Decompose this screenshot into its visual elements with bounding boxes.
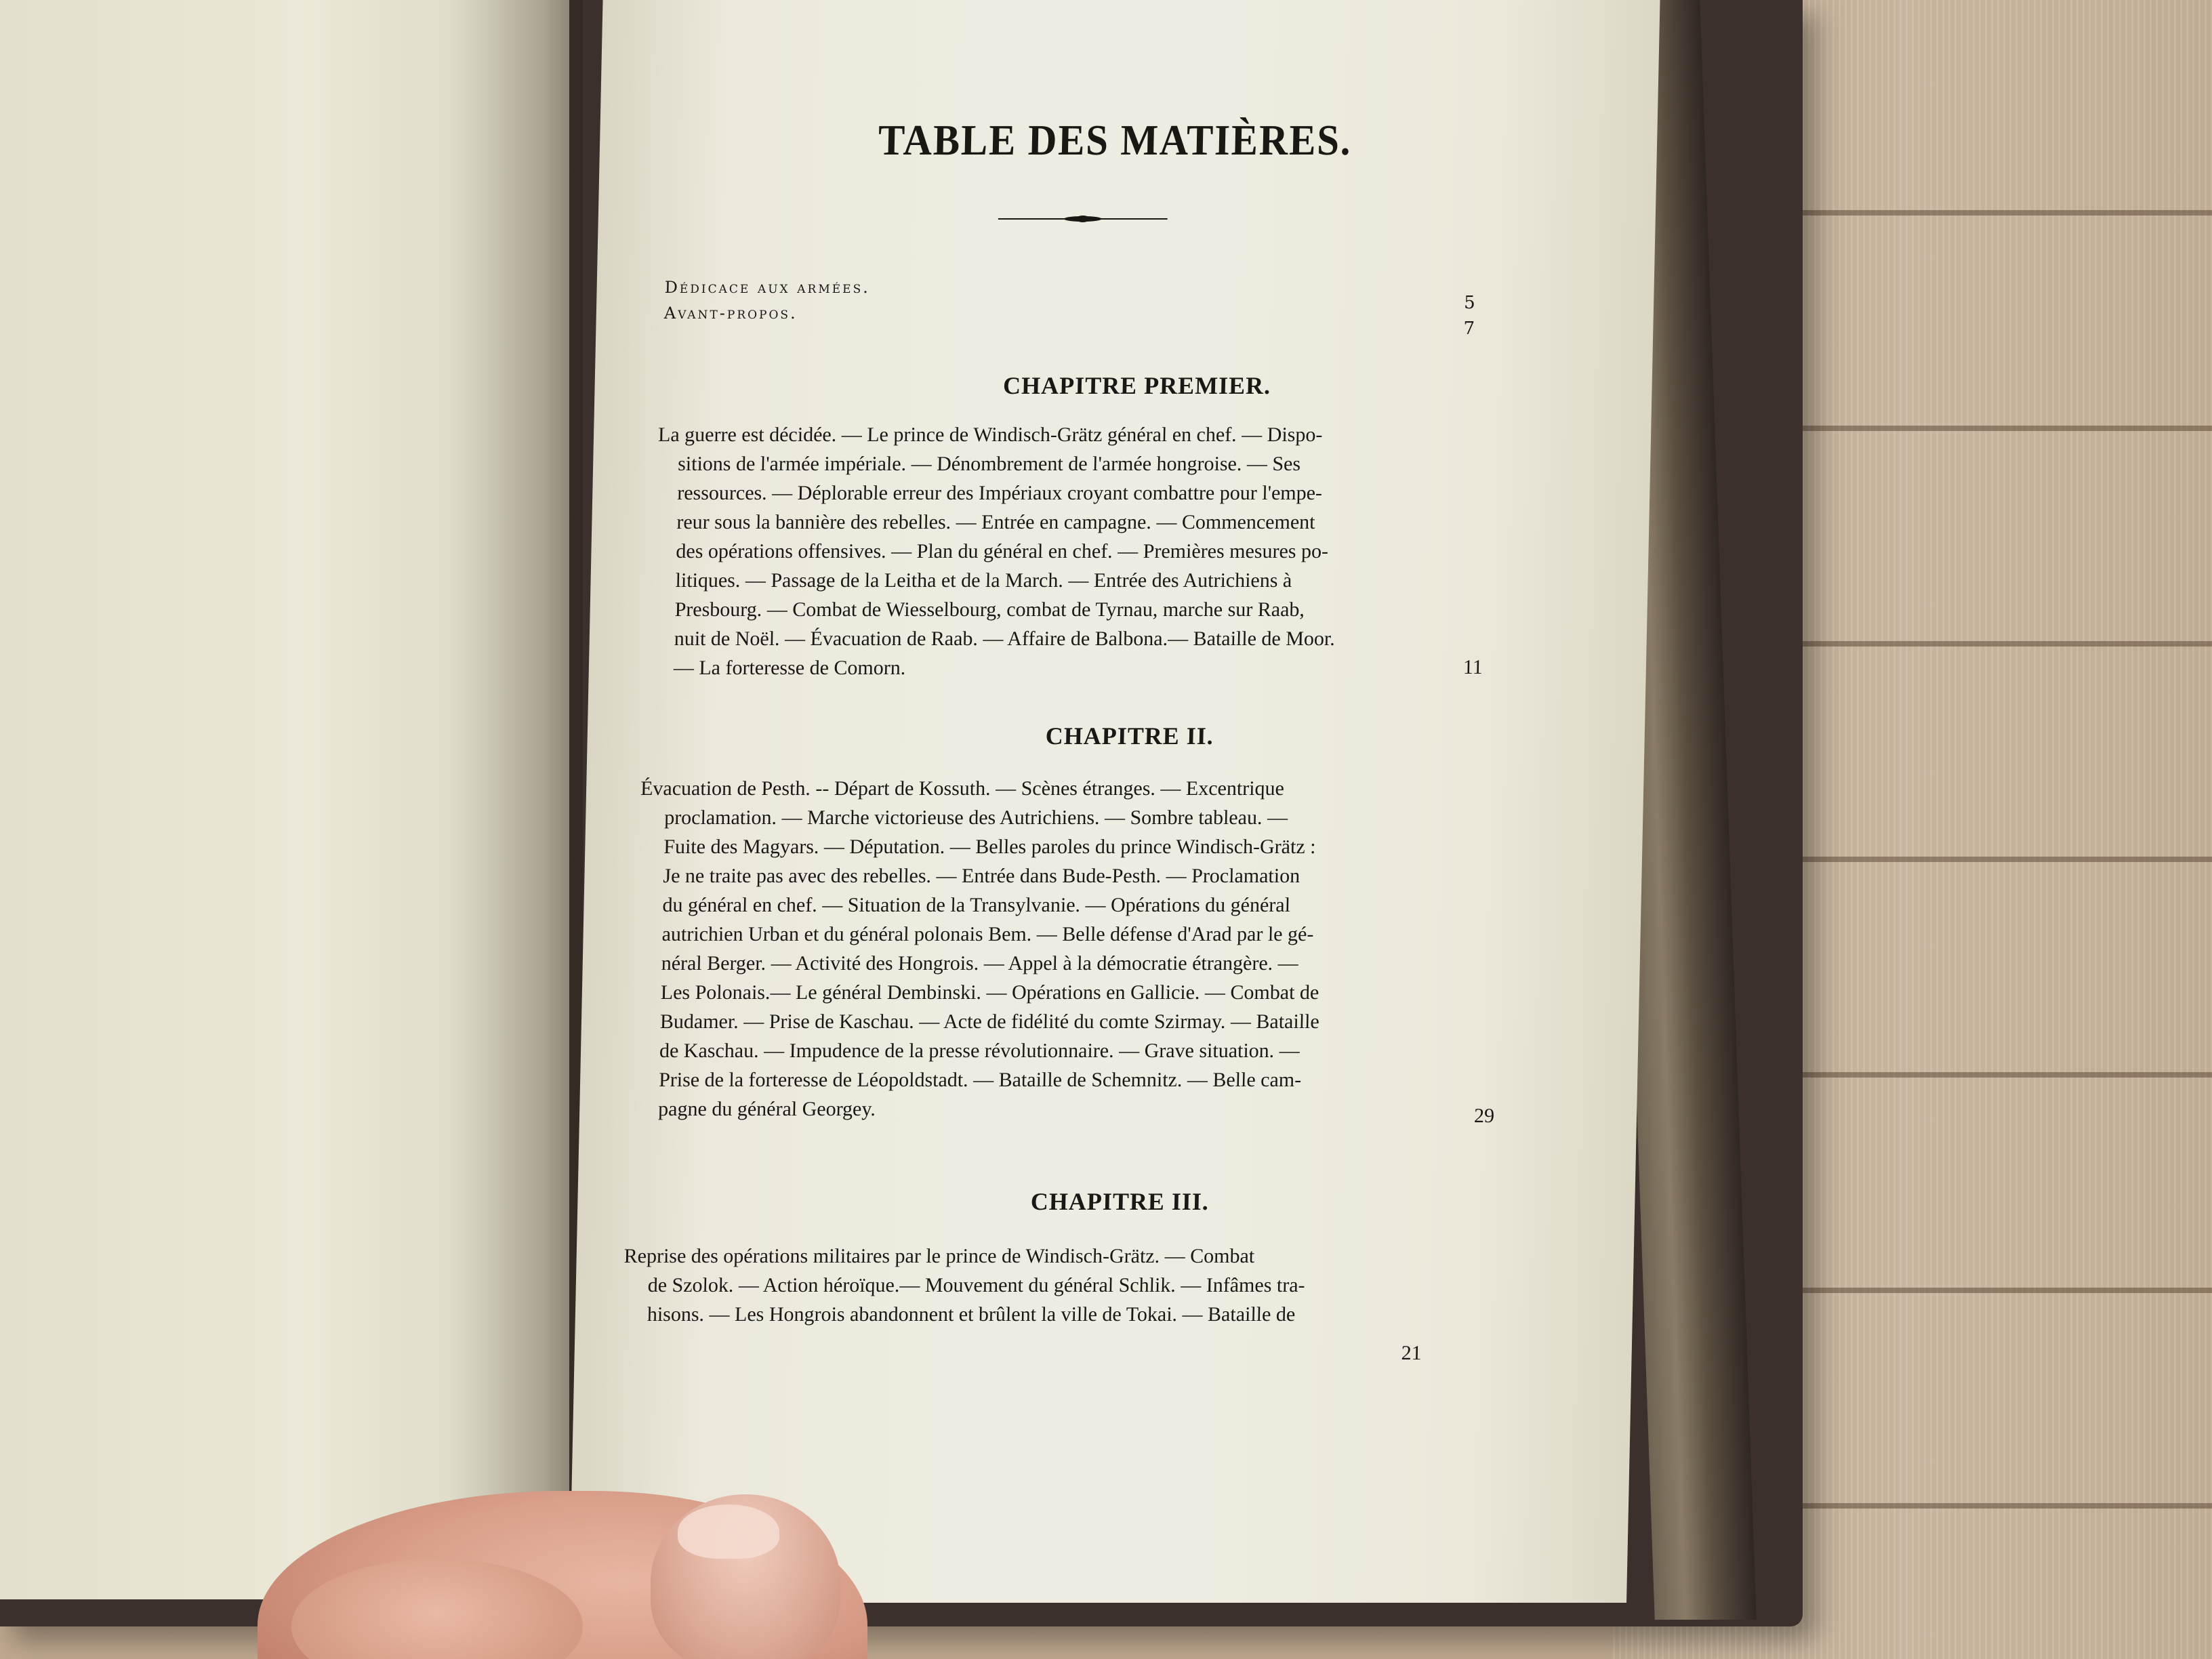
- chapter-3-line: Reprise des opérations militaires par le prince de Windisch-Grätz. — Combat: [623, 1245, 1255, 1267]
- chapter-3-summary: [622, 1242, 1498, 1329]
- chapter-3-heading: CHAPITRE III.: [1030, 1188, 1210, 1215]
- chapter-2-line: Les Polonais.— Le général Dembinski. — Opérations en Gallicie. — Combat de: [660, 981, 1319, 1004]
- thumbnail-nail: [678, 1504, 779, 1559]
- chapter-3-page: 21: [1401, 1342, 1422, 1364]
- chapter-1-page: 11: [1462, 656, 1483, 678]
- front-matter-dedicace: Dédicace aux armées.: [664, 278, 871, 297]
- chapter-2-line: Fuite des Magyars. — Députation. — Belles paroles du prince Windisch-Grätz :: [663, 836, 1316, 858]
- chapter-2-line: de Kaschau. — Impudence de la presse révolutionnaire. — Grave situation. —: [659, 1040, 1300, 1062]
- chapter-1-line: Presbourg. — Combat de Wiesselbourg, combat de Tyrnau, marche sur Raab,: [674, 598, 1305, 621]
- chapter-2-line: autrichien Urban et du général polonais Bem. — Belle défense d'Arad par le gé-: [661, 923, 1314, 945]
- chapter-1-line: litiques. — Passage de la Leitha et de la March. — Entrée des Autrichiens à: [675, 569, 1292, 592]
- chapter-2-line: Prise de la forteresse de Léopoldstadt. — Bataille de Schemnitz. — Belle cam-: [658, 1069, 1302, 1091]
- chapter-2-page: 29: [1473, 1105, 1495, 1127]
- chapter-1-line: nuit de Noël. — Évacuation de Raab. — Affaire de Balbona.— Bataille de Moor.: [674, 628, 1336, 650]
- chapter-1-line: — La forteresse de Comorn.: [673, 657, 906, 679]
- chapter-2-line: néral Berger. — Activité des Hongrois. — Appel à la démocratie étrangère. —: [661, 952, 1299, 975]
- chapter-2-line: Évacuation de Pesth. -- Départ de Kossuth. — Scènes étranges. — Excentrique: [640, 777, 1285, 800]
- chapter-2-line: Je ne traite pas avec des rebelles. — Entrée dans Bude-Pesth. — Proclamation: [663, 865, 1300, 887]
- chapter-2-line: Budamer. — Prise de Kaschau. — Acte de fidélité du comte Szirmay. — Bataille: [659, 1010, 1320, 1033]
- right-page: [569, 0, 1660, 1603]
- chapter-1-summary: [653, 420, 1471, 682]
- chapter-3-line: hisons. — Les Hongrois abandonnent et brûlent la ville de Tokai. — Bataille de: [647, 1303, 1296, 1326]
- chapter-3-line: de Szolok. — Action héroïque.— Mouvement du général Schlik. — Infâmes tra-: [647, 1274, 1305, 1296]
- chapter-2-line: du général en chef. — Situation de la Transylvanie. — Opérations du général: [662, 894, 1291, 916]
- page-title: TABLE DES MATIÈRES.: [878, 116, 1353, 164]
- title-ornament-icon: [998, 214, 1168, 224]
- chapter-2-line: pagne du général Georgey.: [657, 1098, 876, 1120]
- chapter-1-line: reur sous la bannière des rebelles. — Entrée en campagne. — Commencement: [676, 511, 1315, 533]
- chapter-1-line: sitions de l'armée impériale. — Dénombrement de l'armée hongroise. — Ses: [677, 453, 1301, 475]
- chapter-1-heading: CHAPITRE PREMIER.: [1002, 372, 1271, 399]
- chapter-1-line: ressources. — Déplorable erreur des Impériaux croyant combattre pour l'empe-: [676, 482, 1323, 504]
- front-matter-avant-propos: Avant-propos.: [663, 304, 798, 323]
- chapter-2-summary: [634, 774, 1495, 1124]
- book-gutter-shadow: [447, 0, 583, 1606]
- table-of-contents: [569, 0, 1660, 1603]
- chapter-2-line: proclamation. — Marche victorieuse des Autrichiens. — Sombre tableau. —: [663, 806, 1288, 829]
- front-matter-avant-propos-page: 7: [1463, 319, 1475, 339]
- front-matter-dedicace-page: 5: [1463, 293, 1476, 313]
- chapter-2-heading: CHAPITRE II.: [1045, 722, 1214, 750]
- chapter-1-line: des opérations offensives. — Plan du général en chef. — Premières mesures po-: [676, 540, 1329, 562]
- chapter-1-line: La guerre est décidée. — Le prince de Windisch-Grätz général en chef. — Dispo-: [657, 424, 1323, 446]
